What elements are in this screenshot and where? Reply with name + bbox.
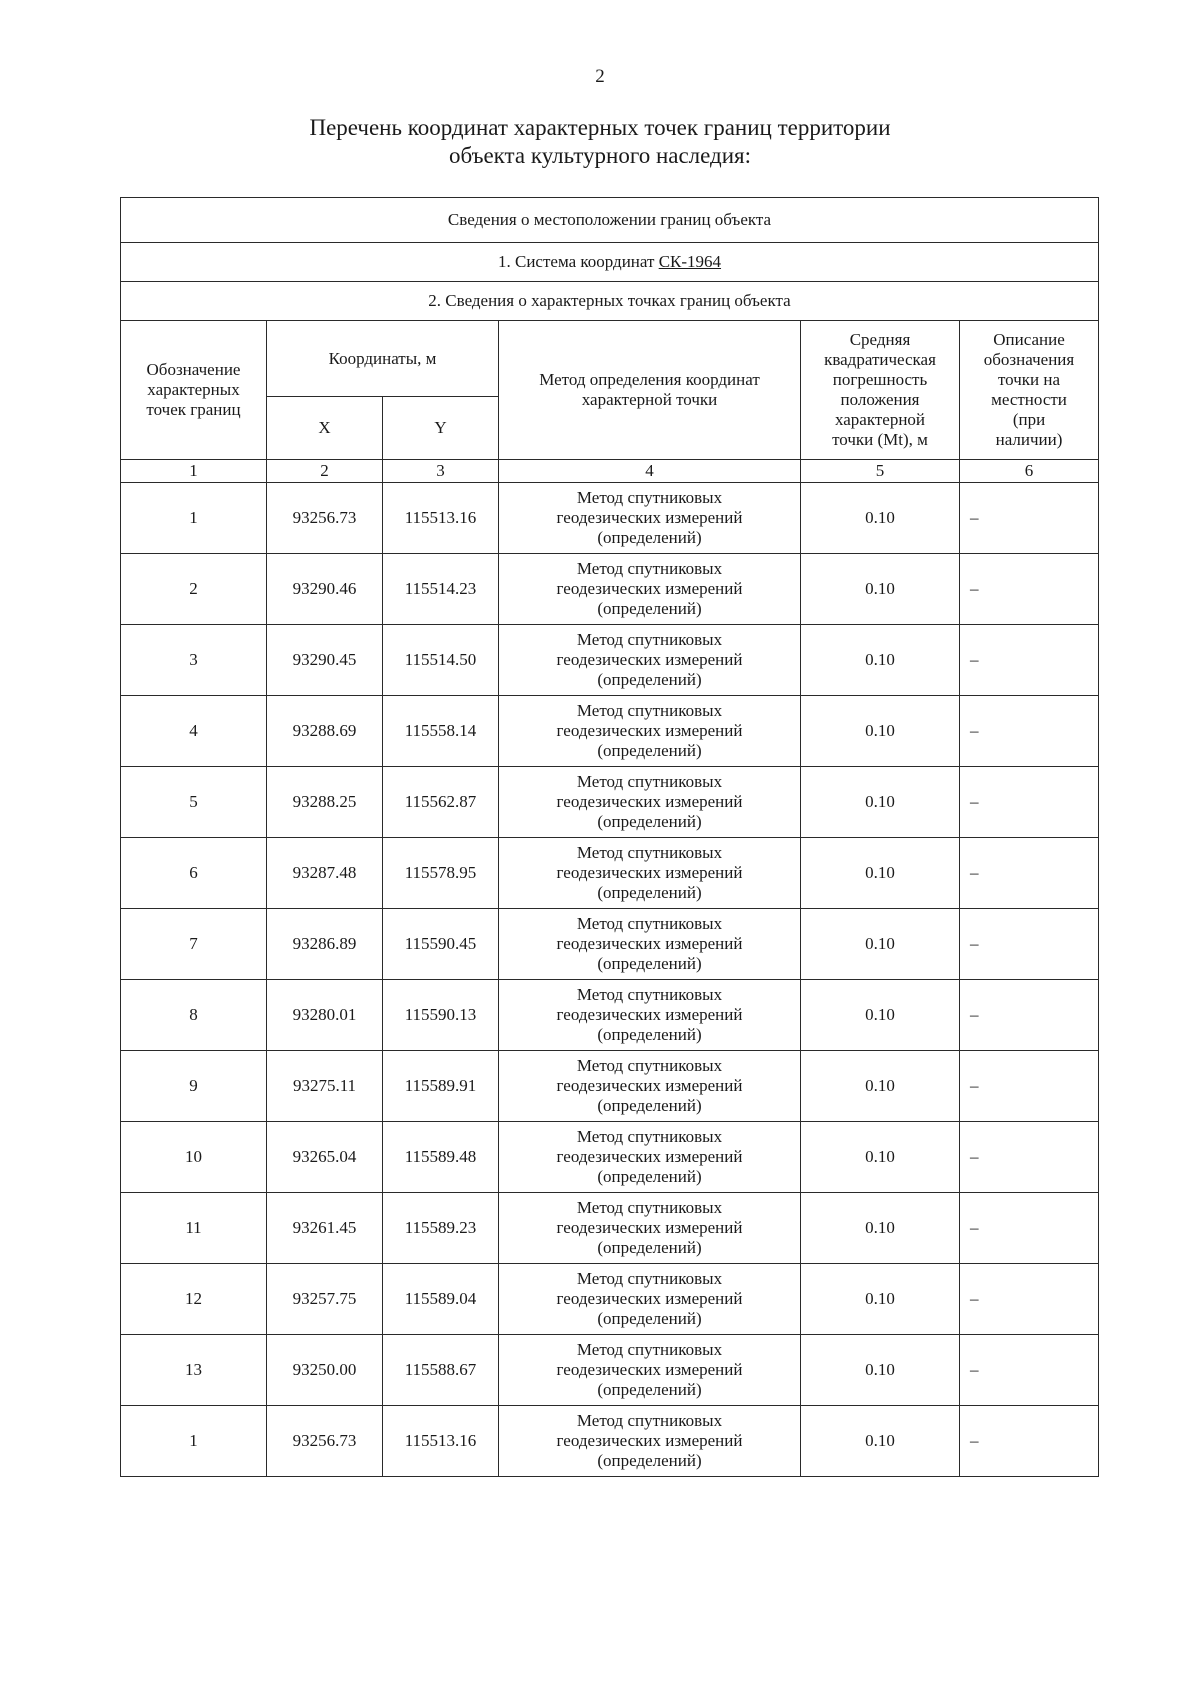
header-method-line: Метод определения координат	[539, 370, 760, 389]
method-line: геодезических измерений	[556, 721, 743, 740]
description-cell: –	[960, 767, 1099, 838]
error-cell: 0.10	[801, 625, 960, 696]
x-coordinate-cell: 93288.69	[267, 696, 383, 767]
description-cell: –	[960, 554, 1099, 625]
table-row	[121, 1122, 1099, 1193]
method-cell	[499, 554, 801, 625]
error-cell: 0.10	[801, 838, 960, 909]
x-coordinate-cell: 93250.00	[267, 1335, 383, 1406]
method-line: геодезических измерений	[556, 650, 743, 669]
point-number-cell: 1	[121, 1406, 267, 1477]
column-number: 6	[960, 460, 1099, 483]
header-error-line: характерной	[834, 410, 926, 429]
x-coordinate-cell: 93290.46	[267, 554, 383, 625]
table-row	[121, 980, 1099, 1051]
x-coordinate-cell: 93288.25	[267, 767, 383, 838]
method-line: Метод спутниковых	[576, 914, 723, 933]
header-method-line: характерной точки	[581, 390, 718, 409]
method-line: геодезических измерений	[556, 1147, 743, 1166]
point-number-cell: 3	[121, 625, 267, 696]
y-coordinate-cell: 115589.48	[383, 1122, 499, 1193]
method-cell	[499, 1051, 801, 1122]
method-line: геодезических измерений	[556, 1360, 743, 1379]
x-coordinate-cell: 93256.73	[267, 483, 383, 554]
description-cell: –	[960, 1122, 1099, 1193]
description-cell: –	[960, 1051, 1099, 1122]
method-line: (определений)	[597, 599, 702, 618]
method-line: Метод спутниковых	[576, 1340, 723, 1359]
method-cell	[499, 1264, 801, 1335]
method-cell	[499, 1122, 801, 1193]
method-line: Метод спутниковых	[576, 488, 723, 507]
header-error-line: квадратическая	[824, 350, 936, 369]
method-line: Метод спутниковых	[576, 1198, 723, 1217]
table-row	[121, 838, 1099, 909]
y-coordinate-cell: 115590.13	[383, 980, 499, 1051]
x-coordinate-cell: 93265.04	[267, 1122, 383, 1193]
error-cell: 0.10	[801, 1264, 960, 1335]
description-cell: –	[960, 909, 1099, 980]
method-cell	[499, 909, 801, 980]
location-info-header: Сведения о местоположении границ объекта	[121, 198, 1099, 243]
y-coordinate-cell: 115514.50	[383, 625, 499, 696]
method-cell	[499, 1193, 801, 1264]
error-cell: 0.10	[801, 767, 960, 838]
header-description	[960, 321, 1099, 460]
method-line: Метод спутниковых	[576, 701, 723, 720]
method-cell	[499, 838, 801, 909]
document-title-line-2: объекта культурного наследия:	[448, 143, 752, 168]
coordinates-table	[120, 197, 1099, 1477]
method-line: (определений)	[597, 1309, 702, 1328]
method-line: (определений)	[597, 1096, 702, 1115]
description-cell: –	[960, 483, 1099, 554]
error-cell: 0.10	[801, 909, 960, 980]
method-line: (определений)	[597, 1451, 702, 1470]
description-cell: –	[960, 1264, 1099, 1335]
table-row	[121, 625, 1099, 696]
y-coordinate-cell: 115589.91	[383, 1051, 499, 1122]
y-coordinate-cell: 115590.45	[383, 909, 499, 980]
table-row	[121, 1406, 1099, 1477]
header-error	[801, 321, 960, 460]
page-number: 2	[595, 66, 605, 87]
error-cell: 0.10	[801, 1122, 960, 1193]
description-cell: –	[960, 696, 1099, 767]
method-cell	[499, 483, 801, 554]
x-coordinate-cell: 93275.11	[267, 1051, 383, 1122]
point-number-cell: 11	[121, 1193, 267, 1264]
method-line: Метод спутниковых	[576, 772, 723, 791]
y-coordinate-cell: 115588.67	[383, 1335, 499, 1406]
x-coordinate-cell: 93287.48	[267, 838, 383, 909]
table-row	[121, 1335, 1099, 1406]
header-designation-line: точек границ	[146, 400, 241, 419]
column-number: 1	[121, 460, 267, 483]
header-designation	[121, 321, 267, 460]
point-number-cell: 12	[121, 1264, 267, 1335]
method-line: Метод спутниковых	[576, 630, 723, 649]
coordinate-system-label: 1. Система координат	[497, 252, 659, 271]
error-cell: 0.10	[801, 980, 960, 1051]
x-coordinate-cell: 93261.45	[267, 1193, 383, 1264]
x-coordinate-cell: 93286.89	[267, 909, 383, 980]
method-line: геодезических измерений	[556, 579, 743, 598]
method-line: Метод спутниковых	[576, 985, 723, 1004]
error-cell: 0.10	[801, 483, 960, 554]
point-number-cell: 7	[121, 909, 267, 980]
method-line: Метод спутниковых	[576, 1127, 723, 1146]
y-coordinate-cell: 115578.95	[383, 838, 499, 909]
method-line: (определений)	[597, 812, 702, 831]
points-info-header: 2. Сведения о характерных точках границ объекта	[121, 282, 1099, 321]
header-designation-line: характерных	[147, 380, 240, 399]
header-coordinates: Координаты, м	[267, 321, 499, 397]
error-cell: 0.10	[801, 1193, 960, 1264]
column-number: 5	[801, 460, 960, 483]
point-number-cell: 10	[121, 1122, 267, 1193]
column-number: 2	[267, 460, 383, 483]
method-line: (определений)	[597, 1238, 702, 1257]
method-line: геодезических измерений	[556, 792, 743, 811]
column-number: 4	[499, 460, 801, 483]
x-coordinate-cell: 93280.01	[267, 980, 383, 1051]
method-line: геодезических измерений	[556, 1289, 743, 1308]
point-number-cell: 13	[121, 1335, 267, 1406]
header-error-line: положения	[840, 390, 920, 409]
header-description-line: (при	[1012, 410, 1046, 429]
method-line: Метод спутниковых	[576, 843, 723, 862]
description-cell: –	[960, 980, 1099, 1051]
error-cell: 0.10	[801, 554, 960, 625]
table-row	[121, 909, 1099, 980]
method-line: геодезических измерений	[556, 863, 743, 882]
method-line: геодезических измерений	[556, 508, 743, 527]
header-description-line: обозначения	[983, 350, 1075, 369]
y-coordinate-cell: 115558.14	[383, 696, 499, 767]
method-line: геодезических измерений	[556, 1005, 743, 1024]
header-method	[499, 321, 801, 460]
method-line: Метод спутниковых	[576, 1056, 723, 1075]
point-number-cell: 2	[121, 554, 267, 625]
coordinate-system-row	[121, 243, 1099, 282]
header-description-line: местности	[991, 390, 1067, 409]
header-description-line: точки на	[997, 370, 1061, 389]
error-cell: 0.10	[801, 1406, 960, 1477]
header-error-line: Средняя	[849, 330, 911, 349]
point-number-cell: 5	[121, 767, 267, 838]
column-number: 3	[383, 460, 499, 483]
table-row	[121, 554, 1099, 625]
description-cell: –	[960, 1335, 1099, 1406]
method-cell	[499, 1335, 801, 1406]
method-cell	[499, 1406, 801, 1477]
method-cell	[499, 980, 801, 1051]
y-coordinate-cell: 115589.04	[383, 1264, 499, 1335]
y-coordinate-cell: 115514.23	[383, 554, 499, 625]
y-coordinate-cell: 115589.23	[383, 1193, 499, 1264]
table-row	[121, 483, 1099, 554]
method-line: (определений)	[597, 1380, 702, 1399]
method-line: Метод спутниковых	[576, 1411, 723, 1430]
header-x: X	[267, 397, 383, 460]
header-description-line: Описание	[993, 330, 1065, 349]
point-number-cell: 6	[121, 838, 267, 909]
header-y: Y	[383, 397, 499, 460]
point-number-cell: 8	[121, 980, 267, 1051]
error-cell: 0.10	[801, 696, 960, 767]
method-cell	[499, 696, 801, 767]
table-row	[121, 1193, 1099, 1264]
document-title-line-1: Перечень координат характерных точек границ территории	[309, 115, 891, 140]
document-title	[0, 114, 1200, 170]
method-line: (определений)	[597, 670, 702, 689]
method-cell	[499, 767, 801, 838]
method-line: (определений)	[597, 883, 702, 902]
point-number-cell: 1	[121, 483, 267, 554]
y-coordinate-cell: 115562.87	[383, 767, 499, 838]
coordinate-system-value: СК-1964	[658, 252, 722, 271]
header-error-line: точки (Mt), м	[832, 430, 928, 449]
description-cell: –	[960, 1193, 1099, 1264]
header-error-line: погрешность	[832, 370, 928, 389]
point-number-cell: 9	[121, 1051, 267, 1122]
y-coordinate-cell: 115513.16	[383, 1406, 499, 1477]
x-coordinate-cell: 93257.75	[267, 1264, 383, 1335]
method-line: геодезических измерений	[556, 1431, 743, 1450]
description-cell: –	[960, 838, 1099, 909]
method-line: Метод спутниковых	[576, 1269, 723, 1288]
x-coordinate-cell: 93290.45	[267, 625, 383, 696]
error-cell: 0.10	[801, 1335, 960, 1406]
method-line: (определений)	[597, 528, 702, 547]
table-row	[121, 767, 1099, 838]
header-description-line: наличии)	[995, 430, 1063, 449]
method-line: геодезических измерений	[556, 1076, 743, 1095]
description-cell: –	[960, 625, 1099, 696]
header-designation-line: Обозначение	[146, 360, 241, 379]
method-line: (определений)	[597, 741, 702, 760]
method-cell	[499, 625, 801, 696]
error-cell: 0.10	[801, 1051, 960, 1122]
method-line: (определений)	[597, 1167, 702, 1186]
point-number-cell: 4	[121, 696, 267, 767]
method-line: (определений)	[597, 954, 702, 973]
method-line: геодезических измерений	[556, 934, 743, 953]
method-line: геодезических измерений	[556, 1218, 743, 1237]
method-line: Метод спутниковых	[576, 559, 723, 578]
table-row	[121, 696, 1099, 767]
method-line: (определений)	[597, 1025, 702, 1044]
description-cell: –	[960, 1406, 1099, 1477]
y-coordinate-cell: 115513.16	[383, 483, 499, 554]
table-row	[121, 1051, 1099, 1122]
table-row	[121, 1264, 1099, 1335]
x-coordinate-cell: 93256.73	[267, 1406, 383, 1477]
